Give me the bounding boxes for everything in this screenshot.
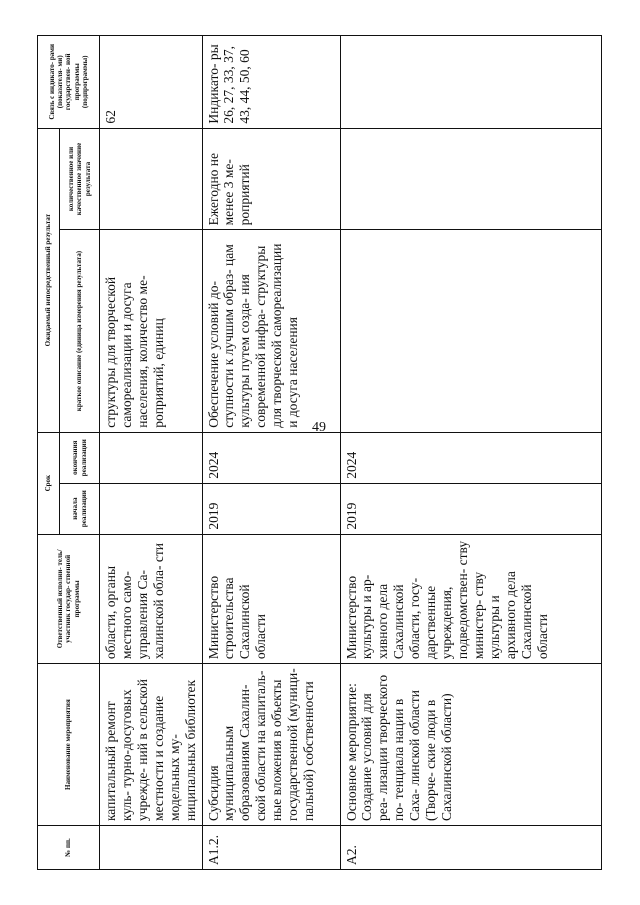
row-short: Обеспечение условий до- ступности к лучшим образ- цам культуры путем созда- ния современной инфра- структуры для творческой самореализации и досуга населения: [202, 230, 340, 432]
row-num: А1.2.: [202, 826, 340, 870]
row-start: 2019: [202, 483, 340, 534]
row-link: 62: [100, 36, 203, 129]
row-responsible: области, органы местного само- управления Са- халинской обла- сти: [100, 534, 203, 664]
row-responsible: Министерство строительства Сахалинской области: [202, 534, 340, 664]
header-row-1: [38, 36, 60, 870]
row-link: [340, 36, 601, 129]
row-link: Индикато- ры 26, 27, 33, 37, 43, 44, 50, 60: [202, 36, 340, 129]
header-responsible: Ответственный исполни- тель/участник государ- ственной программы: [38, 534, 100, 664]
row-responsible: Министерство культуры и ар- хивного дела Сахалинской области, госу- дарственные учреждения, подведомствен- ству министер- ству культуры и архивного дела Сахалинской области: [340, 534, 601, 664]
row-short: структуры для творческой самореализации и досуга населения, количество ме- роприятий, единиц: [100, 230, 203, 432]
row-num: [100, 826, 203, 870]
table-row: [100, 36, 203, 870]
header-term: Срок: [38, 432, 60, 534]
row-name: капитальный ремонт куль- турно-досуговых учрежде- ний в сельской местности и создание модельных му- ниципальных библиотек: [100, 664, 203, 826]
row-name: Основное мероприятие: Создание условий для реа- лизации творческого по- тенциала нации в Саха- линской области (Творче- ские люди в Сахалинской области): [340, 664, 601, 826]
header-result: Ожидаемый непосредственный результат: [38, 128, 60, 432]
row-end: 2024: [202, 432, 340, 483]
header-term-end: окончания реализации: [60, 432, 100, 483]
header-name: Наименование мероприятия: [38, 664, 100, 826]
row-end: 2024: [340, 432, 601, 483]
row-value: [340, 128, 601, 230]
activities-table: [37, 35, 602, 870]
row-value: [100, 128, 203, 230]
row-num: А2.: [340, 826, 601, 870]
row-name: Субсидия муниципальным образованиям Сахалин- ской области на капиталь- ные вложения в объекты государственной (муници- пальной) собственности: [202, 664, 340, 826]
row-short: [340, 230, 601, 432]
row-start: 2019: [340, 483, 601, 534]
header-link: Связь с индикато- рами (показателя- ми) государствен- ной программы (подпрограммы): [38, 36, 100, 129]
header-result-short: краткое описание (единица измерения результата): [60, 230, 100, 432]
row-value: Ежегодно не менее 3 ме- роприятий: [202, 128, 340, 230]
page-number: 49: [312, 420, 326, 435]
table-row: [202, 36, 340, 870]
table-row: [340, 36, 601, 870]
header-result-value: количественное или качественное значение результата: [60, 128, 100, 230]
header-num: № пп.: [38, 826, 100, 870]
row-end: [100, 432, 203, 483]
rotated-table-container: [37, 35, 602, 870]
row-start: [100, 483, 203, 534]
header-term-start: начала реализации: [60, 483, 100, 534]
